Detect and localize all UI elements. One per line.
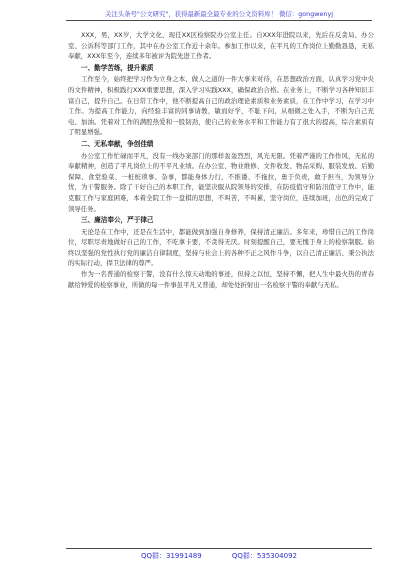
closing-paragraph: 作为一名普通的检察干警，没有什么惊天动地的事迹，但持之以恒，坚持不懈，把人生中最火热的青春献给钟爱的检察事业，所做的每一件事虽平凡又普通，却处处折射出一名检察干警的奉献与无私。 bbox=[68, 270, 374, 289]
section-1-paragraph: 工作至今，始终把学习作为立身之本、做人之道的一件大事来对待，在思想政治方面，认真学习党中央的文件精神，积极践行XXX重要思想，深入学习实践XXX，确保政治合格。在业务上，不断学习各种知识丰富自己，提升自己。在日常工作中，他不断提高自己的政治理论素质和业务素质，在工作中学习，在学习中工作。为提高工作能力，向经验丰富的同事请教，敏而好学，不耻下问，从细微之处入手，不断为自己充电、加油。凭着对工作的满腔热爱和一股韧劲，使自己的业务水平和工作能力有了很大的提高，综合素质有了明显增强。 bbox=[68, 75, 374, 137]
promo-header[interactable]: 关注头条号"公文研究"，获得最新最全最专业的公文资料库！ 微信：gongwenyj bbox=[104, 10, 334, 18]
section-heading-2: 二、无私奉献，争创佳绩 bbox=[81, 139, 154, 148]
section-3-paragraph: 无论是在工作中，还是在生活中，都能做到加强自身修养，保持清正廉洁。多年来，珍惜自己的工作岗位，尽职尽责地做好自己的工作，不吃拿卡要，不贪得无厌。时刻提醒自己，要无愧于身上的检察制服。始终以坚强的党性执行党的廉洁自律制度，坚持与社会上的各种不正之风作斗争，以自己清正廉洁、秉公执法的实际行动，捍卫法律的尊严。 bbox=[68, 227, 374, 268]
footer-divider bbox=[66, 548, 372, 549]
section-heading-3: 三、廉洁奉公，严于律己 bbox=[81, 216, 154, 225]
document-body bbox=[68, 30, 374, 290]
intro-paragraph: XXX，男，XX岁，大学文化，现任XX区检察院办公室主任。自XXX年进院以来，先后在反贪局、办公室、公诉科等部门工作，其中在办公室工作近十余年。参加工作以来，在平凡的工作岗位上勤勤恳恳，无私奉献，XXX年至今，连续多年被评为院先进工作者。 bbox=[68, 31, 374, 61]
qq-group-1: QQ群：31991489 bbox=[141, 552, 202, 560]
header-divider bbox=[66, 20, 372, 21]
section-heading-1: 一、勤学苦练，提升素质 bbox=[81, 63, 154, 72]
section-2-paragraph: 办公室工作忙碌而平凡，没有一线办案部门的那样轰轰烈烈，风光无限。凭着严谨的工作作风，无私的奉献精神，创造了平凡岗位上的不平凡业绩。在办公室、物业维修、文件收发、物品采购、服装发放、后勤保障、食堂验菜、一桩桩琐事、杂事，都能身体力行，不推诿、不拖拉，勇于负责，敢于担当，为领导分忧，为干警服务。除了干好自己的本职工作，能坚决服从院领导的安排，在防疫值守和防汛值守工作中，能克服工作与家庭困难，本着全院工作一盘棋的思想，不叫苦，不叫累，坚守岗位，连续加班，出色的完成了领导任务。 bbox=[68, 151, 374, 213]
qq-group-2: QQ群：535304092 bbox=[231, 552, 297, 560]
footer-contacts bbox=[66, 551, 372, 561]
